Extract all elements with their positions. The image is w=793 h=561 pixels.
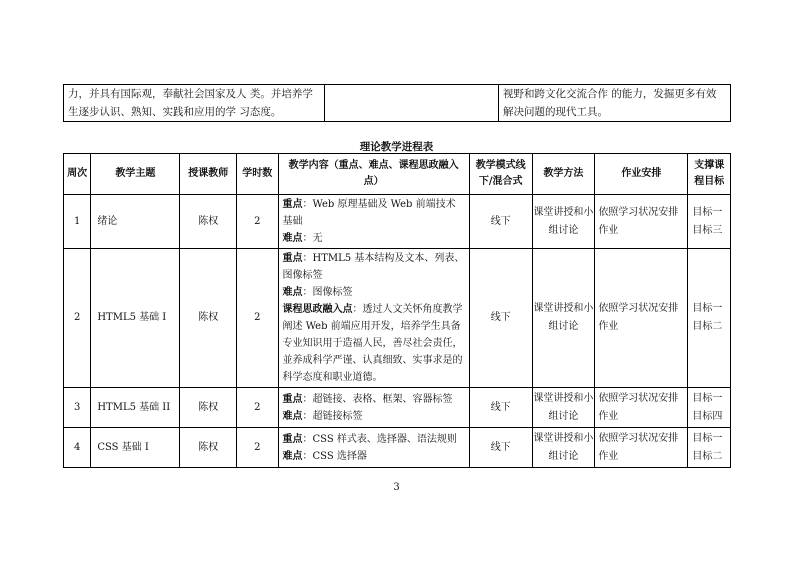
cell-topic: CSS 基础 I — [91, 428, 180, 468]
cell-hours: 2 — [237, 195, 278, 249]
goal-1: 目标一 — [692, 206, 723, 218]
key-text: ：Web 原理基础及 Web 前端技术基础 — [282, 199, 456, 227]
cell-method: 课堂讲授和小组讨论 — [532, 428, 595, 468]
cell-topic: 绪论 — [91, 195, 180, 249]
goal-2: 目标二 — [692, 321, 723, 332]
goal-1: 目标一 — [692, 303, 723, 314]
key-text: ：CSS 样式表、选择器、语法规则 — [302, 433, 457, 445]
cell-homework: 依照学习状况安排作业 — [595, 388, 688, 428]
difficulty-label: 难点 — [282, 410, 303, 422]
teaching-schedule-table — [63, 153, 731, 468]
header-content: 教学内容（重点、难点、课程思政融入点） — [278, 154, 469, 195]
cell-topic: HTML5 基础 I — [91, 249, 180, 388]
cell-homework: 依照学习状况安排作业 — [595, 249, 688, 388]
top-cell-3: 视野和跨文化交流合作 的能力，发掘更多有效解决问题的现代工具。 — [498, 85, 730, 122]
cell-content — [278, 428, 469, 468]
difficulty-label: 难点 — [282, 450, 303, 462]
cell-hours: 2 — [237, 388, 278, 428]
cell-teacher: 陈权 — [180, 249, 237, 388]
ideology-text: ：透过人文关怀角度教学阐述 Web 前端应用开发，培养学生具备专业知识用于造福人民，善尽社会责任，並养成科学严谨、认真细致、实事求是的科学态度和职业道德。 — [282, 304, 463, 383]
cell-homework: 依照学习状况安排作业 — [595, 428, 688, 468]
previous-section-table — [63, 84, 731, 122]
cell-week: 2 — [64, 249, 91, 388]
difficulty-label: 难点 — [282, 233, 303, 244]
cell-content — [278, 249, 469, 388]
cell-week: 4 — [64, 428, 91, 468]
top-cell-1: 力，并具有国际观，奉献社会国家及人 类。并培养学生逐步认识、熟知、实践和应用的学 习态度。 — [64, 85, 325, 122]
cell-goals — [688, 428, 731, 468]
header-row — [64, 154, 731, 195]
schedule-title: 理论教学进程表 — [359, 141, 434, 153]
cell-hours: 2 — [237, 428, 278, 468]
key-label: 重点 — [282, 393, 303, 405]
difficulty-text: ：超链接标签 — [302, 410, 363, 422]
header-mode: 教学模式线下/混合式 — [469, 154, 532, 195]
cell-week: 3 — [64, 388, 91, 428]
cell-week: 1 — [64, 195, 91, 249]
table-row — [64, 428, 731, 468]
cell-mode: 线下 — [469, 249, 532, 388]
table-row — [64, 388, 731, 428]
top-cell-2 — [325, 85, 499, 122]
key-text: ：超链接、表格、框架、容器标签 — [302, 393, 453, 405]
header-hours: 学时数 — [237, 154, 278, 195]
goal-1: 目标一 — [692, 392, 723, 404]
cell-mode: 线下 — [469, 195, 532, 249]
goal-2: 目标四 — [692, 410, 723, 422]
difficulty-text: ：图像标签 — [302, 287, 353, 298]
cell-goals — [688, 195, 731, 249]
cell-method: 课堂讲授和小组讨论 — [532, 249, 595, 388]
cell-goals — [688, 249, 731, 388]
cell-teacher: 陈权 — [180, 195, 237, 249]
cell-teacher: 陈权 — [180, 428, 237, 468]
header-homework: 作业安排 — [595, 154, 688, 195]
difficulty-text: ：无 — [302, 233, 323, 244]
header-topic: 教学主题 — [91, 154, 180, 195]
cell-mode: 线下 — [469, 388, 532, 428]
cell-topic: HTML5 基础 II — [91, 388, 180, 428]
ideology-label: 课程思政融入点 — [282, 304, 353, 315]
key-text: ：HTML5 基本结构及文本、列表、图像标签 — [282, 253, 465, 281]
goal-2: 目标三 — [692, 224, 723, 236]
goal-2: 目标二 — [692, 450, 723, 462]
header-week: 周次 — [64, 154, 91, 195]
table-row — [64, 195, 731, 249]
cell-goals — [688, 388, 731, 428]
cell-hours: 2 — [237, 249, 278, 388]
cell-content — [278, 388, 469, 428]
table-row — [64, 249, 731, 388]
cell-method: 课堂讲授和小组讨论 — [532, 195, 595, 249]
page-number: 3 — [393, 482, 400, 493]
cell-homework: 依照学习状况安排作业 — [595, 195, 688, 249]
difficulty-label: 难点 — [282, 287, 303, 298]
difficulty-text: ：CSS 选择器 — [302, 450, 367, 462]
key-label: 重点 — [282, 253, 303, 264]
cell-method: 课堂讲授和小组讨论 — [532, 388, 595, 428]
table-row — [64, 85, 731, 122]
header-teacher: 授课教师 — [180, 154, 237, 195]
header-method: 教学方法 — [532, 154, 595, 195]
key-label: 重点 — [282, 433, 303, 445]
cell-teacher: 陈权 — [180, 388, 237, 428]
cell-content — [278, 195, 469, 249]
key-label: 重点 — [282, 199, 303, 210]
cell-mode: 线下 — [469, 428, 532, 468]
goal-1: 目标一 — [692, 432, 723, 444]
header-goals: 支撑课程目标 — [688, 154, 731, 195]
